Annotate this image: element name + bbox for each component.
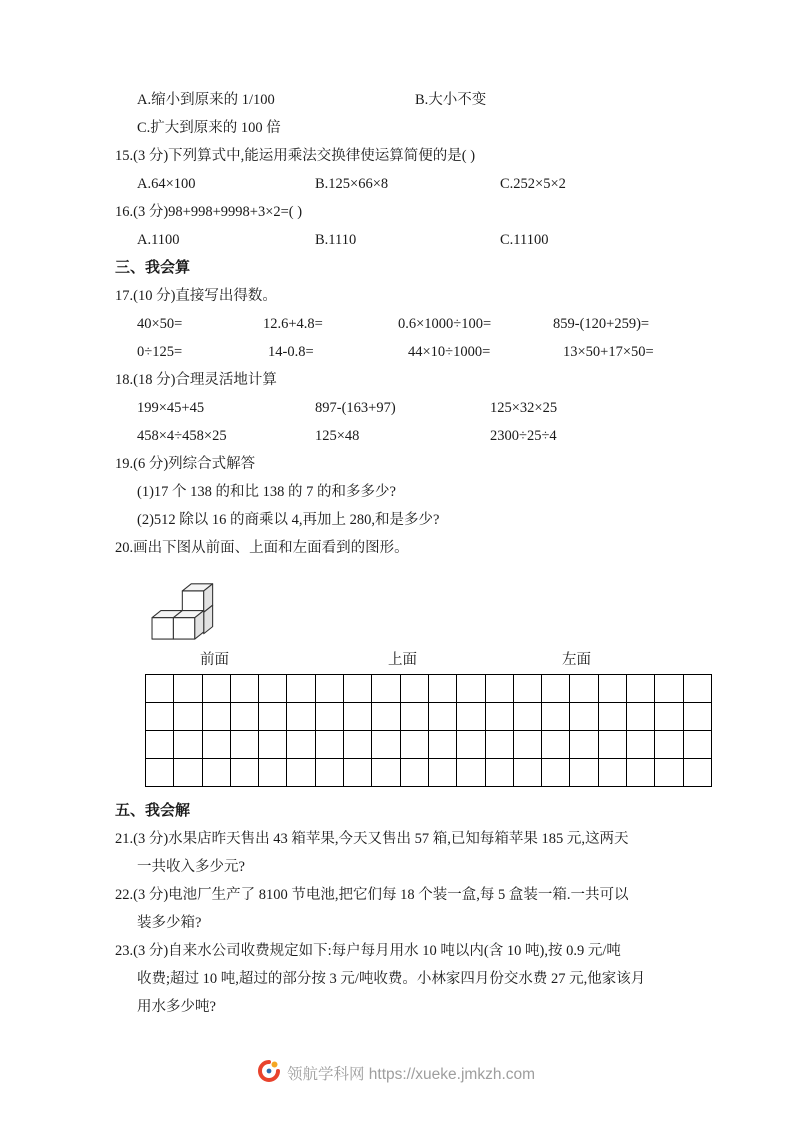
q17-expr: 0.6×1000÷100= [398,316,492,332]
grid-cell [174,675,202,703]
q20-stem: 20.画出下图从前面、上面和左面看到的图形。 [115,540,409,556]
q18-row1 [115,394,735,422]
grid-cell [684,731,712,759]
grid-cell [259,703,287,731]
q17-expr: 14-0.8= [268,344,314,360]
q18-expr: 458×4÷458×25 [137,428,227,444]
site-footer [0,1060,793,1084]
grid-cell [570,703,598,731]
label-front-view: 前面 [200,652,229,668]
grid-cell [542,675,570,703]
label-top-view: 上面 [388,652,417,668]
grid-cell [655,675,683,703]
grid-cell [231,675,259,703]
site-logo-icon [258,1060,280,1082]
answer-grid [145,674,712,787]
grid-cell [627,731,655,759]
q18-expr: 125×32×25 [490,400,558,416]
grid-cell [542,703,570,731]
grid-cell [287,759,315,787]
exam-content [115,86,735,1021]
grid-cell [287,675,315,703]
grid-cell [259,759,287,787]
footer-watermark-text: 领航学科网 https://xueke.jmkzh.com [286,1065,536,1083]
grid-cell [259,731,287,759]
q21-line2: 一共收入多少元? [137,859,245,875]
q14-options-row [115,86,735,114]
grid-cell [231,731,259,759]
grid-cell [174,703,202,731]
q22-line2: 装多少箱? [137,915,202,931]
grid-cell [457,675,485,703]
grid-cell [457,731,485,759]
grid-cell [486,703,514,731]
q17-expr: 859-(120+259)= [553,316,650,332]
grid-cell [316,759,344,787]
grid-cell [146,703,174,731]
grid-cell [344,703,372,731]
grid-cell [401,759,429,787]
q17-expr: 12.6+4.8= [263,316,323,332]
grid-cell [542,759,570,787]
q17-expr: 44×10÷1000= [408,344,491,360]
grid-cell [599,675,627,703]
q15-option-c: C.252×5×2 [500,176,566,192]
q15-option-a: A.64×100 [137,176,196,192]
grid-cell [684,703,712,731]
grid-cell [655,759,683,787]
grid-cell [570,675,598,703]
grid-cell [429,731,457,759]
grid-cell [287,703,315,731]
q15-options-row [115,170,735,198]
grid-cell [599,703,627,731]
q21-line1: 21.(3 分)水果店昨天售出 43 箱苹果,今天又售出 57 箱,已知每箱苹果 185 元,这两天 [115,831,629,847]
q16-option-c: C.11100 [500,232,549,248]
grid-cell [203,703,231,731]
q17-expr: 40×50= [137,316,183,332]
grid-cell [372,675,400,703]
q22-line1: 22.(3 分)电池厂生产了 8100 节电池,把它们每 18 个装一盒,每 5 盒装一箱.一共可以 [115,887,629,903]
grid-cell [174,759,202,787]
grid-cell [570,759,598,787]
q17-row2 [115,338,735,366]
view-labels-row [115,648,735,672]
grid-cell [203,759,231,787]
grid-cell [486,759,514,787]
q18-expr: 199×45+45 [137,400,205,416]
grid-cell [372,759,400,787]
q23-line2: 收费;超过 10 吨,超过的部分按 3 元/吨收费。小林家四月份交水费 27 元,他家该月 [137,971,646,987]
cubes-figure [115,566,735,648]
grid-cell [627,675,655,703]
grid-cell [655,731,683,759]
grid-cell [316,731,344,759]
q23-line1: 23.(3 分)自来水公司收费规定如下:每户每月用水 10 吨以内(含 10 吨),按 0.9 元/吨 [115,943,621,959]
grid-cell [599,731,627,759]
q17-row1 [115,310,735,338]
q19-part2: (2)512 除以 16 的商乘以 4,再加上 280,和是多少? [137,512,440,528]
q17-expr: 0÷125= [137,344,183,360]
grid-cell [174,731,202,759]
q19-stem: 19.(6 分)列综合式解答 [115,456,256,472]
grid-cell [344,759,372,787]
grid-cell [429,675,457,703]
grid-cell [627,703,655,731]
q19-part1: (1)17 个 138 的和比 138 的 7 的和多多少? [137,484,396,500]
q23-line3: 用水多少吨? [137,999,216,1015]
q18-expr: 125×48 [315,428,360,444]
q18-stem: 18.(18 分)合理灵活地计算 [115,372,277,388]
grid-cell [316,703,344,731]
grid-cell [655,703,683,731]
grid-cell [203,731,231,759]
grid-cell [372,703,400,731]
grid-cell [146,759,174,787]
grid-cell [486,675,514,703]
label-left-view: 左面 [562,652,591,668]
q18-expr: 897-(163+97) [315,400,396,416]
q18-row2 [115,422,735,450]
grid-cell [372,731,400,759]
grid-cell [486,731,514,759]
grid-cell [259,675,287,703]
grid-cell [457,703,485,731]
grid-cell [316,675,344,703]
section-3-title: 三、我会算 [115,260,191,276]
q14-option-c: C.扩大到原来的 100 倍 [137,120,281,136]
q16-stem: 16.(3 分)98+998+9998+3×2=( ) [115,204,303,220]
q14-option-b: B.大小不变 [415,92,487,108]
cubes-figure-graphic [143,566,227,648]
grid-cell [401,675,429,703]
grid-cell [401,731,429,759]
grid-cell [457,759,485,787]
grid-cell [287,731,315,759]
q15-option-b: B.125×66×8 [315,176,389,192]
grid-cell [514,675,542,703]
q15-stem: 15.(3 分)下列算式中,能运用乘法交换律使运算简便的是( ) [115,148,476,164]
q16-option-b: B.1110 [315,232,357,248]
grid-cell [542,731,570,759]
q18-expr: 2300÷25÷4 [490,428,557,444]
section-5-title: 五、我会解 [115,803,191,819]
grid-cell [514,703,542,731]
grid-cell [429,703,457,731]
grid-cell [429,759,457,787]
grid-cell [231,759,259,787]
q16-options-row [115,226,735,254]
grid-cell [146,675,174,703]
grid-cell [514,731,542,759]
q14-option-a: A.缩小到原来的 1/100 [137,92,275,108]
q17-stem: 17.(10 分)直接写出得数。 [115,288,277,304]
grid-cell [684,675,712,703]
grid-cell [684,759,712,787]
grid-cell [344,675,372,703]
grid-cell [627,759,655,787]
grid-cell [231,703,259,731]
grid-cell [401,703,429,731]
grid-cell [570,731,598,759]
grid-cell [599,759,627,787]
grid-cell [344,731,372,759]
q16-option-a: A.1100 [137,232,180,248]
grid-cell [514,759,542,787]
grid-cell [203,675,231,703]
grid-cell [146,731,174,759]
q17-expr: 13×50+17×50= [563,344,654,360]
